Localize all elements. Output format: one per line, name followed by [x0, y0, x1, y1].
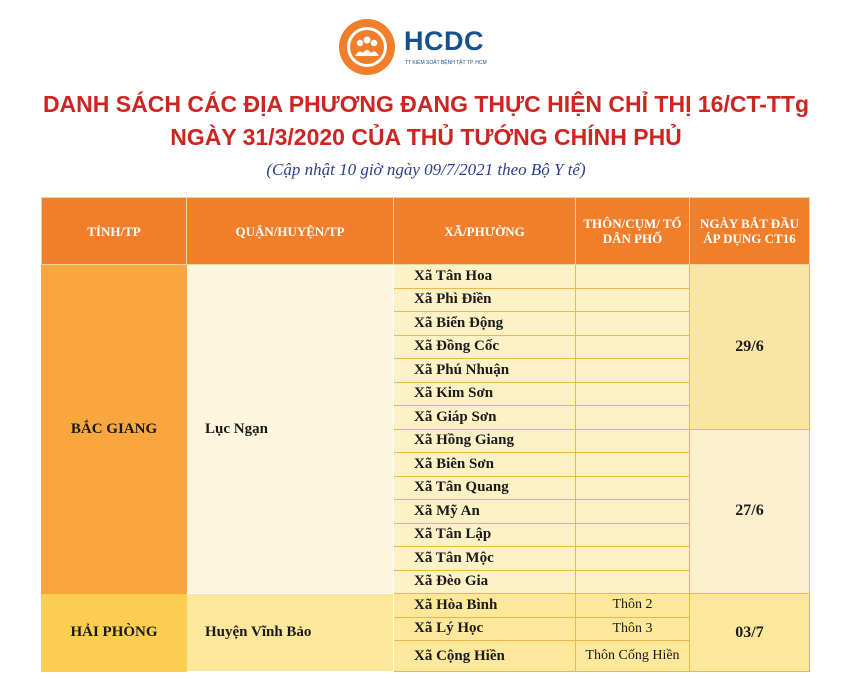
commune-cell: Xã Tân Mộc [394, 547, 576, 571]
village-cell [576, 453, 690, 477]
village-cell [576, 382, 690, 406]
commune-cell: Xã Tân Quang [394, 476, 576, 500]
commune-cell: Xã Phì Điền [394, 288, 576, 312]
commune-cell: Xã Biên Sơn [394, 453, 576, 477]
village-cell [576, 429, 690, 453]
table-header-row [42, 198, 810, 265]
header-start-date: NGÀY BẮT ĐẦU ÁP DỤNG CT16 [690, 198, 810, 265]
village-cell [576, 523, 690, 547]
province-cell: BẮC GIANG [42, 265, 187, 594]
commune-cell: Xã Tân Hoa [394, 265, 576, 289]
commune-cell: Xã Đồng Cốc [394, 335, 576, 359]
province-cell: HẢI PHÒNG [42, 594, 187, 672]
page-title-line-1: DANH SÁCH CÁC ĐỊA PHƯƠNG ĐANG THỰC HIỆN CHỈ THỊ 16/CT-TTg [42, 91, 810, 117]
commune-cell: Xã Phú Nhuận [394, 359, 576, 383]
village-cell [576, 265, 690, 289]
start-date-cell: 27/6 [690, 429, 810, 594]
commune-cell: Xã Hòa Bình [394, 594, 576, 618]
village-cell: Thôn 2 [576, 594, 690, 618]
commune-cell: Xã Đèo Gia [394, 570, 576, 594]
village-cell [576, 476, 690, 500]
header-province: TỈNH/TP [42, 198, 187, 265]
start-date-cell: 29/6 [690, 265, 810, 430]
start-date-cell: 03/7 [690, 594, 810, 672]
update-note: (Cập nhật 10 giờ ngày 09/7/2021 theo Bộ Y tế) [266, 160, 586, 179]
header-village: THÔN/CỤM/ TỔ DÂN PHỐ [576, 198, 690, 265]
district-cell: Huyện Vĩnh Bảo [187, 594, 394, 672]
hcdc-logo [336, 16, 496, 76]
commune-cell: Xã Mỹ An [394, 500, 576, 524]
village-cell [576, 406, 690, 430]
village-cell [576, 288, 690, 312]
table-row [42, 265, 810, 289]
village-cell [576, 312, 690, 336]
commune-cell: Xã Biển Động [394, 312, 576, 336]
commune-cell: Xã Cộng Hiền [394, 641, 576, 672]
commune-cell: Xã Tân Lập [394, 523, 576, 547]
logo-subtitle: TT KIỂM SOÁT BỆNH TẬT TP. HCM [405, 60, 487, 66]
village-cell [576, 335, 690, 359]
commune-cell: Xã Giáp Sơn [394, 406, 576, 430]
village-cell [576, 500, 690, 524]
page-title-line-2: NGÀY 31/3/2020 CỦA THỦ TƯỚNG CHÍNH PHỦ [170, 124, 682, 150]
village-cell: Thôn Cống Hiền [576, 641, 690, 672]
table-row [42, 594, 810, 618]
locations-table [41, 197, 810, 672]
commune-cell: Xã Lý Học [394, 617, 576, 641]
header-commune: XÃ/PHƯỜNG [394, 198, 576, 265]
commune-cell: Xã Kim Sơn [394, 382, 576, 406]
logo-title: HCDC [404, 26, 484, 56]
hcdc-emblem-icon [336, 16, 398, 78]
village-cell: Thôn 3 [576, 617, 690, 641]
header-district: QUẬN/HUYỆN/TP [187, 198, 394, 265]
village-cell [576, 359, 690, 383]
village-cell [576, 570, 690, 594]
village-cell [576, 547, 690, 571]
district-cell: Lục Ngạn [187, 265, 394, 594]
commune-cell: Xã Hồng Giang [394, 429, 576, 453]
